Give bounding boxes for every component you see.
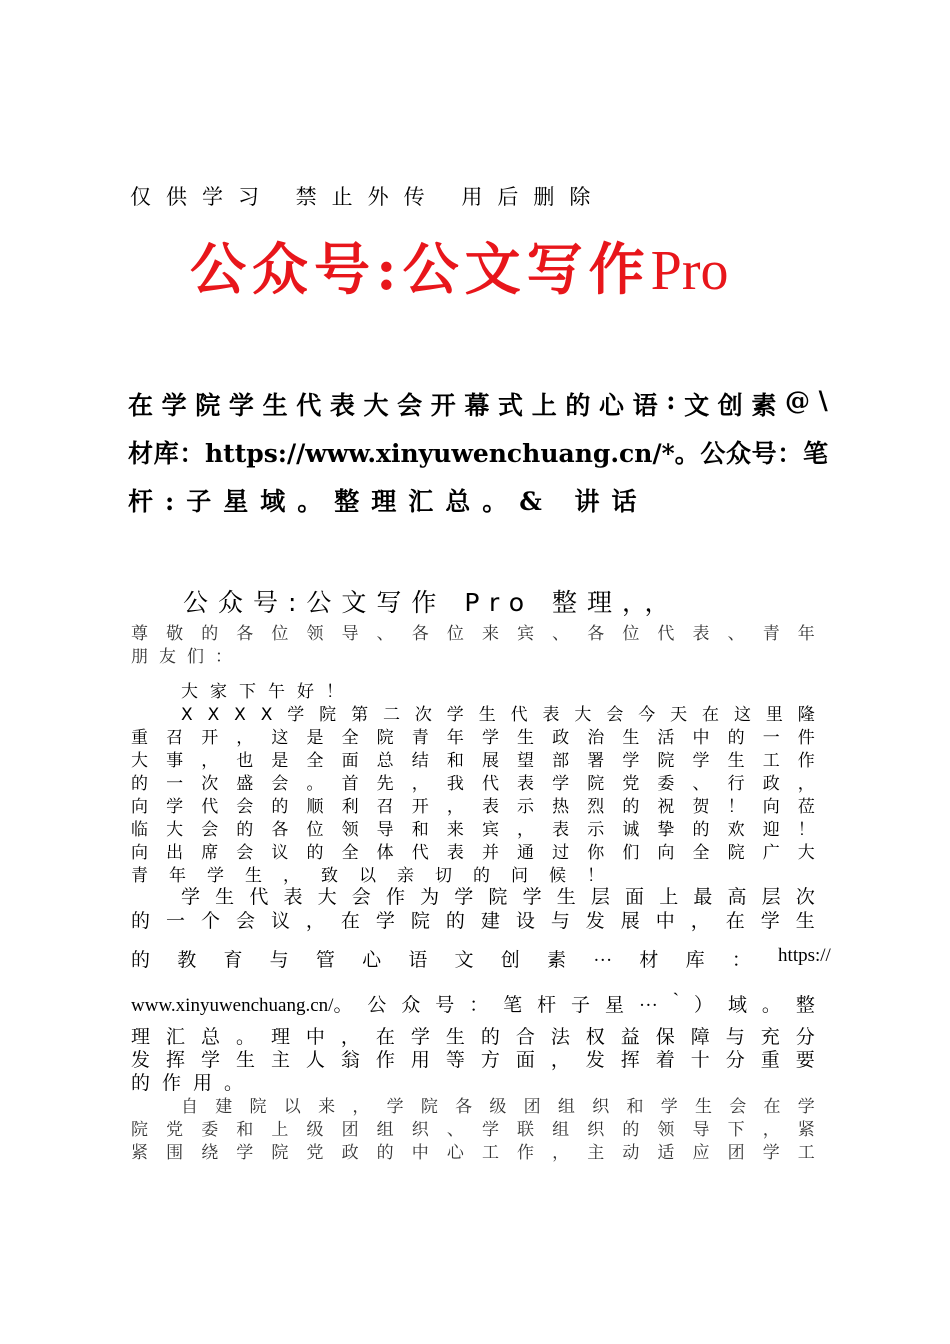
title-line-1: 在 学 院 学 生 代 表 大 会 开 幕 式 上 的 心 语 : 文 创 素 @ \ [128,386,828,420]
paragraph-3-line: 院 党 委 和 上 级 团 组 织 、 学 联 组 织 的 领 导 下 ， 紧 [131,1120,815,1140]
paragraph-1-line: 重 召 开 ， 这 是 全 院 青 年 学 生 政 治 生 活 中 的 一 件 [131,728,815,748]
salutation-line-2: 朋友们： [131,647,243,667]
paragraph-1-line: 临 大 会 的 各 位 领 导 和 来 宾 ， 表 示 诚 挚 的 欢 迎 ！ [131,820,815,840]
paragraph-3-line: 自 建 院 以 来 ， 学 院 各 级 团 组 织 和 学 生 会 在 学 [181,1097,815,1117]
body-subhead: 公众号:公文写作 Pro 整理，， [183,588,680,617]
salutation-line-1: 尊 敬 的 各 位 领 导 、 各 位 来 宾 、 各 位 代 表 、 青 年 [131,624,815,644]
paragraph-2-line: 的作用。 [131,1072,256,1094]
title-line-3: 杆:子星域。整理汇总。& 讲话 [128,487,649,516]
paragraph-2-line: 的 一 个 会 议 ， 在 学 院 的 建 设 与 发 展 中 ， 在 学 生 [131,910,815,932]
notice-text: 仅供学习 禁止外传 用后删除 [130,185,606,209]
paragraph-1-line: 青年学生，致以亲切的问候！ [131,866,625,886]
paragraph-1-line: 大 事 ， 也 是 全 面 总 结 和 展 望 部 署 学 院 学 生 工 作 [131,751,815,771]
paragraph-2-link-line-2: www.xinyuwenchuang.cn/。 公 众 号 ： 笔 杆 子 星 … ` ） 域 。 整 [131,990,815,1016]
paragraph-2-line: 理 汇 总 。 理 中 ， 在 学 生 的 合 法 权 益 保 障 与 充 分 [131,1026,815,1048]
greeting: 大家下午好！ [181,682,355,702]
title-line-2: 材 库 ： https://www.xinyuwenchuang.cn/*。 公 众 号 ： 笔 [128,439,828,468]
paragraph-1-line: 向 出 席 会 议 的 全 体 代 表 并 通 过 你 们 向 全 院 广 大 [131,843,815,863]
paragraph-1-line: X X X X 学 院 第 二 次 学 生 代 表 大 会 今 天 在 这 里 隆 [181,705,815,725]
paragraph-2-link-line-1: 的 教 育 与 管 心 语 文 创 素 … 材 库 ： https:// [131,945,831,971]
brand-title [190,226,728,306]
paragraph-1-line: 的 一 次 盛 会 。 首 先 ， 我 代 表 学 院 党 委 、 行 政 ， [131,774,815,794]
paragraph-3-line: 紧 围 绕 学 院 党 政 的 中 心 工 作 ， 主 动 适 应 团 学 工 [131,1143,815,1163]
paragraph-1-line: 向 学 代 会 的 顺 利 召 开 ， 表 示 热 烈 的 祝 贺 ！ 向 莅 [131,797,815,817]
paragraph-2-line: 学 生 代 表 大 会 作 为 学 院 学 生 层 面 上 最 高 层 次 [181,886,815,908]
brand-pro: Pro [650,240,729,302]
paragraph-2-line: 发 挥 学 生 主 人 翁 作 用 等 方 面 ， 发 挥 着 十 分 重 要 [131,1049,815,1071]
brand-cn: 公众号:公文写作 [190,237,651,303]
